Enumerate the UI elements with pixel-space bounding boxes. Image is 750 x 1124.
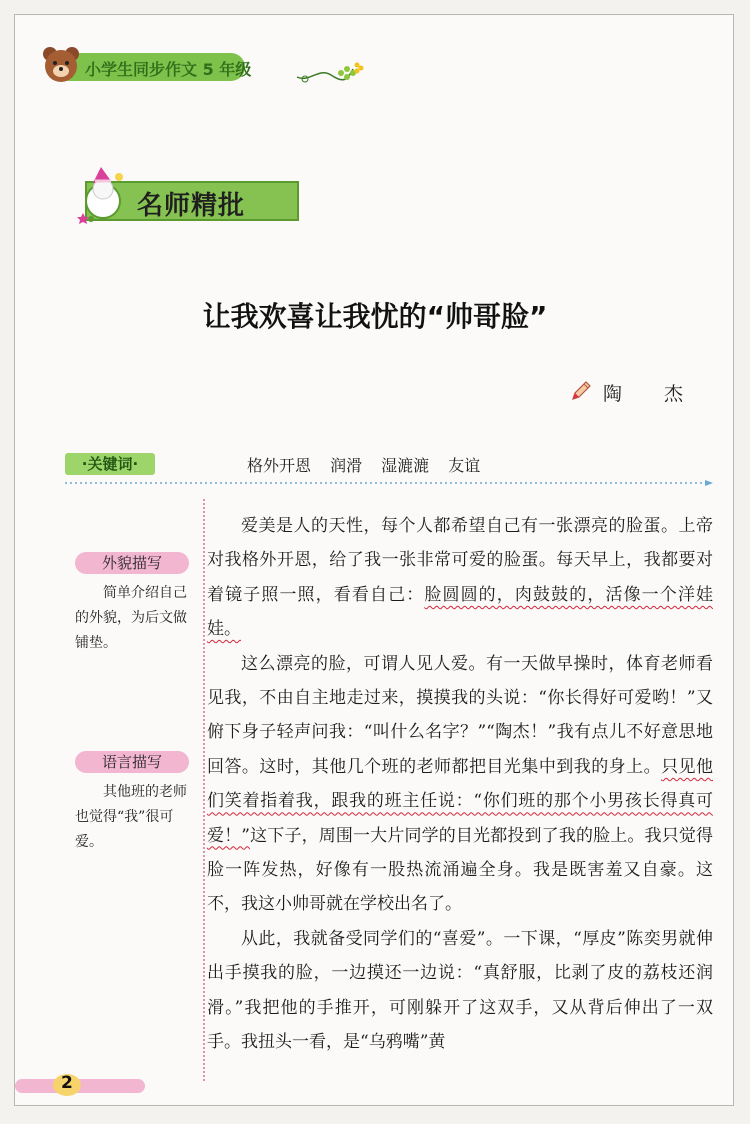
author-name: 陶 杰 [603,383,702,405]
page-number: 2 [61,1073,73,1093]
keywords-label: ·关键词· [65,453,155,475]
page-number-bar [15,1073,145,1097]
book-page [14,14,734,1106]
paragraph-text: 从此，我就备受同学们的“喜爱”。一下课，“厚皮”陈奕男就伸出手摸我的脸，一边摸还一边说：“真舒服，比剥了皮的荔枝还润滑。”我把他的手推开，可刚躲开了这双手，又从背后伸出了一双手。我扭头一看，是“乌鸦嘴”黄 [207,928,713,1053]
series-title: 小学生同步作文 5 年级 [85,60,252,79]
paragraph [207,647,713,922]
paragraph [207,509,713,647]
bear-icon [41,45,81,85]
paragraph [207,922,713,1060]
annotation-tag: 语言描写 [75,751,189,773]
article-body [207,509,713,1060]
article-title: 让我欢喜让我忧的“帅哥脸” [202,300,548,333]
pencil-icon [569,379,593,403]
paragraph-text: 爱美是人的天性，每个人都希望自己有一张漂亮的脸蛋。上帝对我格外开恩，给了我一张非常可爱的脸蛋。每天早上，我都要对着镜子照一照，看看自己： [207,516,713,605]
annotation-tag: 外貌描写 [75,552,189,574]
keywords-list: 格外开恩 润滑 湿漉漉 友谊 [247,456,481,475]
snowman-icon [71,167,141,227]
annotation-divider [203,499,205,1081]
keywords-dotted-arrow [65,480,713,486]
flower-vine-icon [295,59,365,85]
annotation-text: 简单介绍自己的外貌，为后文做铺垫。 [75,585,187,651]
highlighted-sentence: 只见他们笑着指着我，跟我的班主任说：“你们班的那个小男孩长得真可爱！” [207,756,714,846]
paragraph-text: 这么漂亮的脸，可谓人见人爱。有一天做早操时，体育老师看见我，不由自主地走过来，摸摸我的头说：“你长得好可爱哟！”又俯下身子轻声问我：“叫什么名字？”“陶杰！”我有点儿不好意思地回答。这时，其他几个班的老师都把目光集中到我的身上。 [207,653,713,777]
section-badge [71,167,301,221]
section-badge-label: 名师精批 [137,191,246,221]
running-header [41,45,341,85]
paragraph-text: 这下子，周围一大片同学的目光都投到了我的脸上。我只觉得脸一阵发热，好像有一股热流涌遍全身。我是既害羞又自豪。这不，我这小帅哥就在学校出名了。 [207,825,713,915]
author-line [569,377,709,407]
annotation-text: 其他班的老师也觉得“我”很可爱。 [75,784,187,850]
highlighted-sentence: 脸圆圆的，肉鼓鼓的，活像一个洋娃娃。 [207,584,714,640]
